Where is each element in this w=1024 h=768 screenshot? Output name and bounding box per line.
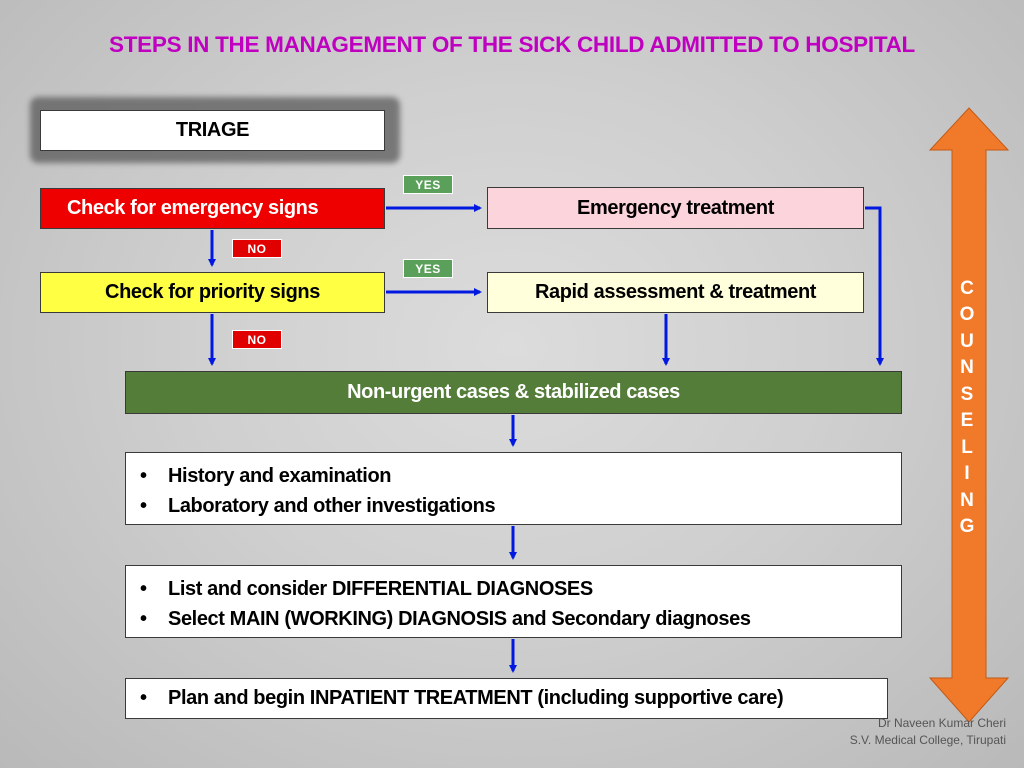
footer-author: Dr Naveen Kumar Cheri: [877, 716, 1006, 730]
yes-label: YES: [403, 175, 453, 194]
counseling-letter: N: [960, 489, 974, 511]
no-label: NO: [232, 239, 282, 258]
priority-signs-box: Check for priority signs: [40, 272, 385, 313]
counseling-letter: I: [964, 463, 970, 485]
counseling-label: [952, 278, 982, 538]
list-item: • Laboratory and other investigations: [140, 491, 901, 521]
counseling-letter: S: [960, 383, 974, 405]
counseling-letter: U: [960, 330, 974, 352]
counseling-letter: L: [961, 436, 973, 458]
no-label: NO: [232, 330, 282, 349]
non-urgent-box: Non-urgent cases & stabilized cases: [125, 371, 902, 414]
counseling-letter: G: [959, 515, 975, 537]
emergency-treatment-box: Emergency treatment: [487, 187, 864, 229]
list-item: • List and consider DIFFERENTIAL DIAGNOSES: [140, 574, 901, 604]
counseling-letter: C: [960, 278, 974, 299]
list-item: • History and examination: [140, 461, 901, 491]
yes-label: YES: [403, 259, 453, 278]
counseling-letter: E: [960, 410, 974, 432]
page-title: STEPS IN THE MANAGEMENT OF THE SICK CHILD ADMITTED TO HOSPITAL: [109, 32, 915, 57]
list-item: • Plan and begin INPATIENT TREATMENT (including supportive care): [140, 683, 887, 713]
footer-institution: S.V. Medical College, Tirupati: [849, 733, 1006, 747]
emergency-signs-box: Check for emergency signs: [40, 188, 385, 229]
triage-box: TRIAGE: [40, 110, 385, 151]
counseling-letter: N: [960, 357, 974, 379]
rapid-assessment-box: Rapid assessment & treatment: [487, 272, 864, 313]
arrow-emergency-treatment-to-nonurgent: [865, 208, 880, 364]
footer-credit: [850, 715, 1006, 749]
counseling-letter: O: [959, 304, 975, 326]
list-item: • Select MAIN (WORKING) DIAGNOSIS and Secondary diagnoses: [140, 604, 901, 634]
